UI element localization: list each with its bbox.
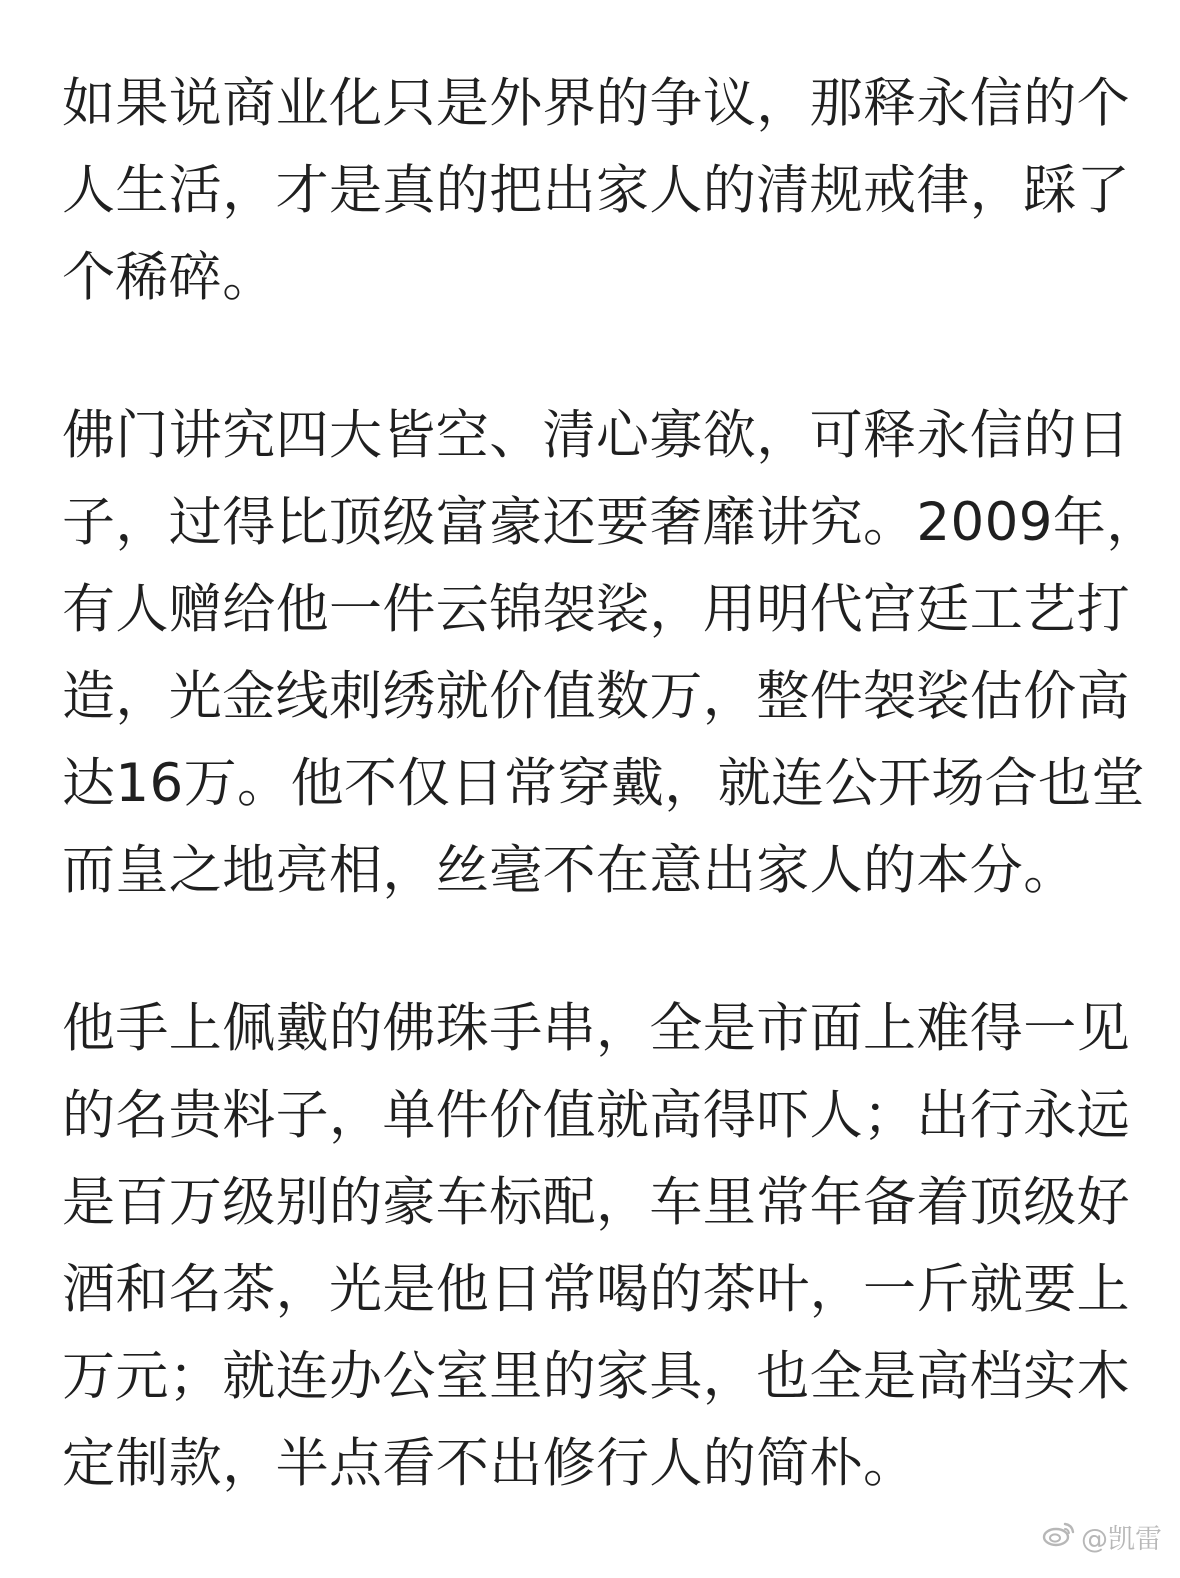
paragraph-2 [62,392,1160,914]
watermark-text: @凯雷 [1081,1524,1162,1555]
text-line: 而皇之地亮相，丝毫不在意出家人的本分。 [62,840,1077,901]
text-line: 达16万。他不仅日常穿戴，就连公开场合也堂 [62,753,1145,814]
text-line: 有人赠给他一件云锦袈裟，用明代宫廷工艺打 [62,579,1130,640]
text-line: 他手上佩戴的佛珠手串，全是市面上难得一见 [62,998,1130,1059]
article-body [62,60,1160,1578]
text-line: 佛门讲究四大皆空、清心寡欲，可释永信的日 [62,405,1130,466]
text-line: 万元；就连办公室里的家具，也全是高档实木 [62,1346,1130,1407]
text-line: 造，光金线刺绣就价值数万，整件袈裟估价高 [62,666,1130,727]
paragraph-1 [62,60,1130,321]
text-line: 是百万级别的豪车标配，车里常年备着顶级好 [62,1172,1130,1233]
text-line: 的名贵料子，单件价值就高得吓人；出行永远 [62,1085,1130,1146]
weibo-icon [1041,1518,1077,1555]
text-line: 个稀碎。 [62,247,276,308]
text-line: 酒和名茶，光是他日常喝的茶叶，一斤就要上 [62,1259,1130,1320]
text-line: 定制款，半点看不出修行人的简朴。 [62,1433,917,1494]
paragraph-3 [62,985,1130,1507]
weibo-watermark [1035,1515,1168,1558]
text-line: 人生活，才是真的把出家人的清规戒律，踩了 [62,160,1130,221]
text-line: 如果说商业化只是外界的争议，那释永信的个 [62,73,1130,134]
text-line: 子，过得比顶级富豪还要奢靡讲究。2009年， [62,492,1160,553]
